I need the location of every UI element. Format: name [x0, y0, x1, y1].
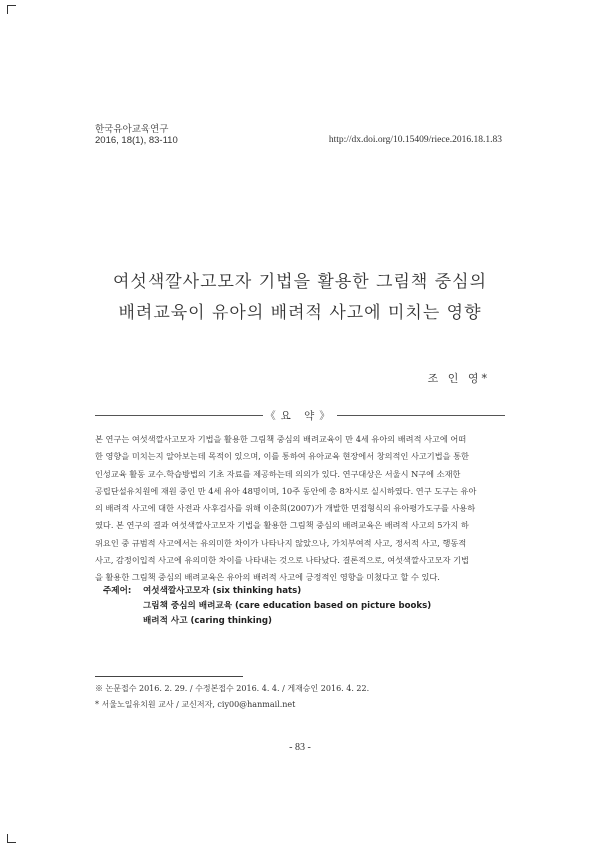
abstract-line: 위요인 중 규범적 사고에서는 유의미한 차이가 나타나지 않았으나, 가치부여적 사고, 정서적 사고, 행동적	[95, 537, 467, 548]
abstract-line: 을 활용한 그림책 중심의 배려교육은 유아의 배려적 사고에 긍정적인 영향을 미쳤다고 할 수 있다.	[95, 572, 440, 583]
footnote-rule	[95, 676, 243, 677]
title-line-2: 배려교육이 유아의 배려적 사고에 미치는 영향	[118, 303, 482, 323]
abstract-line: 한 영향을 미치는지 알아보는데 목적이 있으며, 이를 통하여 유아교육 현장에서 창의적인 사고기법을 통한	[95, 451, 469, 462]
abstract-line: 본 연구는 여섯색깔사고모자 기법을 활용한 그림책 중심의 배려교육이 만 4세 유아의 배려적 사고에 어떠	[95, 434, 467, 444]
abstract-heading-label: 《요 약》	[265, 410, 335, 422]
keyword-item: 그림책 중심의 배려교육 (care education based on picture books)	[143, 601, 432, 611]
abstract-line: 공립단설유치원에 재원 중인 만 4세 유아 48명이며, 10주 동안에 총 8차시로 실시하였다. 연구 도구는 유아	[95, 485, 477, 496]
abstract-line: 의 배려적 사고에 대한 사전과 사후검사를 위해 이춘희(2007)가 개발한 면접형식의 유아평가도구를 사용하	[95, 503, 476, 514]
abstract-line: 인성교육 활동 교수․학습방법의 기초 자료를 제공하는데 의의가 있다. 연구대상은 서울시 N구에 소재한	[95, 468, 461, 479]
footnote-author: * 서울노일유치원 교사 / 교신저자, ciy00@hanmail.net	[95, 700, 296, 709]
journal-name: 한국유아교육연구	[95, 124, 169, 135]
journal-volume: 2016, 18(1), 83-110	[95, 135, 178, 146]
abstract-line: 였다. 본 연구의 결과 여섯색깔사고모자 기법을 활용한 그림책 중심의 배려교육은 배려적 사고의 5가지 하	[95, 520, 469, 531]
page-number: - 83 -	[289, 742, 311, 753]
crop-mark-top-left	[7, 5, 16, 14]
keywords-label: 주제어:	[103, 586, 132, 596]
abstract-body	[95, 431, 505, 587]
abstract-line: 사고, 감정이입적 사고에 유의미한 차이를 나타내는 것으로 나타났다. 결론적으로, 여섯색깔사고모자 기법	[95, 555, 469, 566]
keyword-item: 여섯색깔사고모자 (six thinking hats)	[143, 586, 302, 596]
abstract-rule-right	[337, 415, 505, 416]
crop-mark-bottom-left	[7, 834, 16, 843]
doi-link[interactable]: http://dx.doi.org/10.15409/riece.2016.18.1.83	[328, 135, 502, 145]
author-name: 조 인 영*	[427, 372, 490, 385]
keyword-item: 배려적 사고 (caring thinking)	[143, 616, 272, 626]
abstract-heading	[95, 408, 505, 422]
footnote-dates: ※ 논문접수 2016. 2. 29. / 수정본접수 2016. 4. 4. / 게재승인 2016. 4. 22.	[95, 684, 370, 693]
title-line-1: 여섯색깔사고모자 기법을 활용한 그림책 중심의	[112, 272, 488, 292]
